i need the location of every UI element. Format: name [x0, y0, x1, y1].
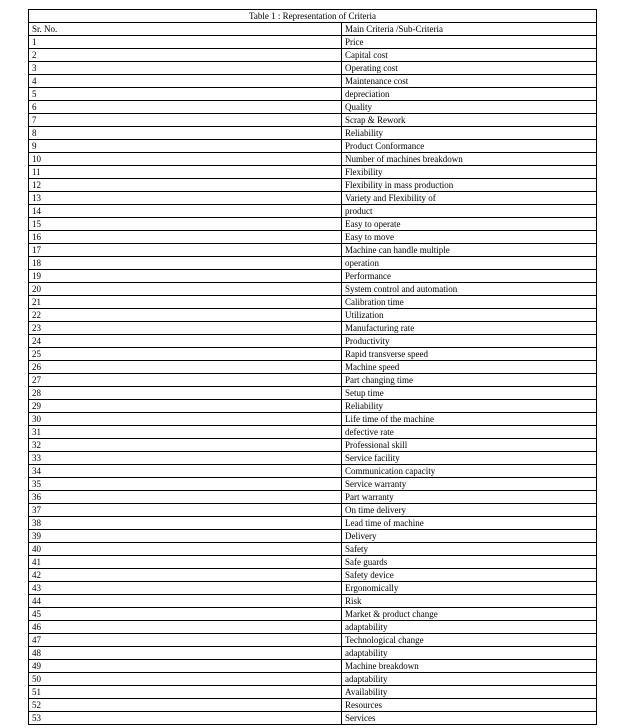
- sr-no-cell: 32: [29, 439, 342, 452]
- header-criteria: Main Criteria /Sub-Criteria: [342, 23, 597, 36]
- table-row: [29, 387, 597, 400]
- criteria-cell: Product Conformance: [342, 140, 597, 153]
- criteria-cell: Maintenance cost: [342, 75, 597, 88]
- sr-no-cell: 7: [29, 114, 342, 127]
- table-row: [29, 621, 597, 634]
- table-row: [29, 608, 597, 621]
- criteria-cell: Services: [342, 712, 597, 725]
- table-row: [29, 192, 597, 205]
- criteria-cell: System control and automation: [342, 283, 597, 296]
- criteria-table: [28, 9, 597, 725]
- sr-no-cell: 44: [29, 595, 342, 608]
- criteria-cell: Flexibility in mass production: [342, 179, 597, 192]
- sr-no-cell: 28: [29, 387, 342, 400]
- criteria-cell: Market & product change: [342, 608, 597, 621]
- table-row: [29, 270, 597, 283]
- table-row: [29, 140, 597, 153]
- criteria-cell: On time delivery: [342, 504, 597, 517]
- sr-no-cell: 22: [29, 309, 342, 322]
- sr-no-cell: 27: [29, 374, 342, 387]
- header-sr-no: Sr. No.: [29, 23, 342, 36]
- criteria-cell: Service facility: [342, 452, 597, 465]
- sr-no-cell: 45: [29, 608, 342, 621]
- table-caption: Table 1 : Representation of Criteria: [29, 10, 597, 23]
- table-caption-row: [29, 10, 597, 23]
- table-row: [29, 49, 597, 62]
- table-row: [29, 114, 597, 127]
- table-row: [29, 699, 597, 712]
- criteria-cell: Price: [342, 36, 597, 49]
- criteria-cell: Calibration time: [342, 296, 597, 309]
- table-row: [29, 231, 597, 244]
- table-row: [29, 88, 597, 101]
- sr-no-cell: 51: [29, 686, 342, 699]
- criteria-cell: Quality: [342, 101, 597, 114]
- sr-no-cell: 16: [29, 231, 342, 244]
- criteria-cell: Resources: [342, 699, 597, 712]
- criteria-cell: adaptability: [342, 621, 597, 634]
- criteria-cell: Operating cost: [342, 62, 597, 75]
- sr-no-cell: 31: [29, 426, 342, 439]
- table-row: [29, 153, 597, 166]
- table-row: [29, 634, 597, 647]
- sr-no-cell: 47: [29, 634, 342, 647]
- sr-no-cell: 10: [29, 153, 342, 166]
- sr-no-cell: 13: [29, 192, 342, 205]
- sr-no-cell: 9: [29, 140, 342, 153]
- sr-no-cell: 11: [29, 166, 342, 179]
- criteria-cell: Machine speed: [342, 361, 597, 374]
- table-row: [29, 244, 597, 257]
- criteria-cell: Variety and Flexibility of: [342, 192, 597, 205]
- table-row: [29, 660, 597, 673]
- table-row: [29, 322, 597, 335]
- criteria-cell: Easy to operate: [342, 218, 597, 231]
- table-row: [29, 504, 597, 517]
- table-row: [29, 530, 597, 543]
- sr-no-cell: 12: [29, 179, 342, 192]
- table-row: [29, 478, 597, 491]
- sr-no-cell: 53: [29, 712, 342, 725]
- sr-no-cell: 46: [29, 621, 342, 634]
- table-row: [29, 127, 597, 140]
- table-row: [29, 36, 597, 49]
- table-row: [29, 296, 597, 309]
- table-row: [29, 257, 597, 270]
- sr-no-cell: 43: [29, 582, 342, 595]
- sr-no-cell: 2: [29, 49, 342, 62]
- sr-no-cell: 50: [29, 673, 342, 686]
- criteria-cell: Productivity: [342, 335, 597, 348]
- table-header-row: [29, 23, 597, 36]
- sr-no-cell: 19: [29, 270, 342, 283]
- criteria-cell: Part changing time: [342, 374, 597, 387]
- table-row: [29, 400, 597, 413]
- criteria-cell: Life time of the machine: [342, 413, 597, 426]
- table-row: [29, 205, 597, 218]
- criteria-cell: Reliability: [342, 127, 597, 140]
- sr-no-cell: 20: [29, 283, 342, 296]
- sr-no-cell: 52: [29, 699, 342, 712]
- criteria-cell: Safety device: [342, 569, 597, 582]
- sr-no-cell: 6: [29, 101, 342, 114]
- sr-no-cell: 3: [29, 62, 342, 75]
- criteria-cell: Machine can handle multiple: [342, 244, 597, 257]
- criteria-cell: Safety: [342, 543, 597, 556]
- criteria-cell: Ergonomically: [342, 582, 597, 595]
- table-row: [29, 179, 597, 192]
- criteria-cell: Manufacturing rate: [342, 322, 597, 335]
- criteria-cell: defective rate: [342, 426, 597, 439]
- criteria-cell: Professional skill: [342, 439, 597, 452]
- criteria-cell: Part warranty: [342, 491, 597, 504]
- criteria-cell: Communication capacity: [342, 465, 597, 478]
- sr-no-cell: 1: [29, 36, 342, 49]
- table-row: [29, 465, 597, 478]
- sr-no-cell: 48: [29, 647, 342, 660]
- criteria-cell: adaptability: [342, 647, 597, 660]
- sr-no-cell: 23: [29, 322, 342, 335]
- table-row: [29, 595, 597, 608]
- table-row: [29, 361, 597, 374]
- table-row: [29, 335, 597, 348]
- sr-no-cell: 29: [29, 400, 342, 413]
- criteria-cell: Delivery: [342, 530, 597, 543]
- sr-no-cell: 33: [29, 452, 342, 465]
- criteria-cell: Setup time: [342, 387, 597, 400]
- table-row: [29, 75, 597, 88]
- table-row: [29, 556, 597, 569]
- sr-no-cell: 25: [29, 348, 342, 361]
- criteria-cell: Lead time of machine: [342, 517, 597, 530]
- table-row: [29, 374, 597, 387]
- sr-no-cell: 21: [29, 296, 342, 309]
- table-row: [29, 283, 597, 296]
- criteria-cell: operation: [342, 257, 597, 270]
- sr-no-cell: 40: [29, 543, 342, 556]
- sr-no-cell: 42: [29, 569, 342, 582]
- criteria-cell: Risk: [342, 595, 597, 608]
- sr-no-cell: 49: [29, 660, 342, 673]
- table-row: [29, 218, 597, 231]
- sr-no-cell: 17: [29, 244, 342, 257]
- criteria-cell: Scrap & Rework: [342, 114, 597, 127]
- table-row: [29, 517, 597, 530]
- sr-no-cell: 5: [29, 88, 342, 101]
- table-row: [29, 647, 597, 660]
- criteria-cell: Machine breakdown: [342, 660, 597, 673]
- criteria-cell: Reliability: [342, 400, 597, 413]
- sr-no-cell: 15: [29, 218, 342, 231]
- sr-no-cell: 24: [29, 335, 342, 348]
- table-row: [29, 62, 597, 75]
- sr-no-cell: 39: [29, 530, 342, 543]
- table-row: [29, 348, 597, 361]
- criteria-cell: Easy to move: [342, 231, 597, 244]
- table-row: [29, 166, 597, 179]
- criteria-cell: Availability: [342, 686, 597, 699]
- table-row: [29, 491, 597, 504]
- table-row: [29, 569, 597, 582]
- criteria-cell: Safe guards: [342, 556, 597, 569]
- sr-no-cell: 14: [29, 205, 342, 218]
- sr-no-cell: 34: [29, 465, 342, 478]
- table-row: [29, 543, 597, 556]
- criteria-cell: adaptability: [342, 673, 597, 686]
- sr-no-cell: 4: [29, 75, 342, 88]
- criteria-cell: Rapid transverse speed: [342, 348, 597, 361]
- table-row: [29, 309, 597, 322]
- criteria-cell: Utilization: [342, 309, 597, 322]
- criteria-cell: Capital cost: [342, 49, 597, 62]
- sr-no-cell: 8: [29, 127, 342, 140]
- table-row: [29, 712, 597, 725]
- sr-no-cell: 37: [29, 504, 342, 517]
- criteria-cell: Flexibility: [342, 166, 597, 179]
- table-row: [29, 426, 597, 439]
- criteria-cell: Performance: [342, 270, 597, 283]
- table-row: [29, 582, 597, 595]
- criteria-table-body: [29, 10, 597, 725]
- sr-no-cell: 38: [29, 517, 342, 530]
- sr-no-cell: 41: [29, 556, 342, 569]
- table-row: [29, 686, 597, 699]
- criteria-cell: Technological change: [342, 634, 597, 647]
- table-row: [29, 101, 597, 114]
- criteria-cell: Service warranty: [342, 478, 597, 491]
- sr-no-cell: 36: [29, 491, 342, 504]
- sr-no-cell: 18: [29, 257, 342, 270]
- criteria-cell: Number of machines breakdown: [342, 153, 597, 166]
- sr-no-cell: 35: [29, 478, 342, 491]
- criteria-cell: depreciation: [342, 88, 597, 101]
- sr-no-cell: 26: [29, 361, 342, 374]
- table-row: [29, 413, 597, 426]
- criteria-cell: product: [342, 205, 597, 218]
- sr-no-cell: 30: [29, 413, 342, 426]
- table-row: [29, 452, 597, 465]
- table-row: [29, 439, 597, 452]
- table-row: [29, 673, 597, 686]
